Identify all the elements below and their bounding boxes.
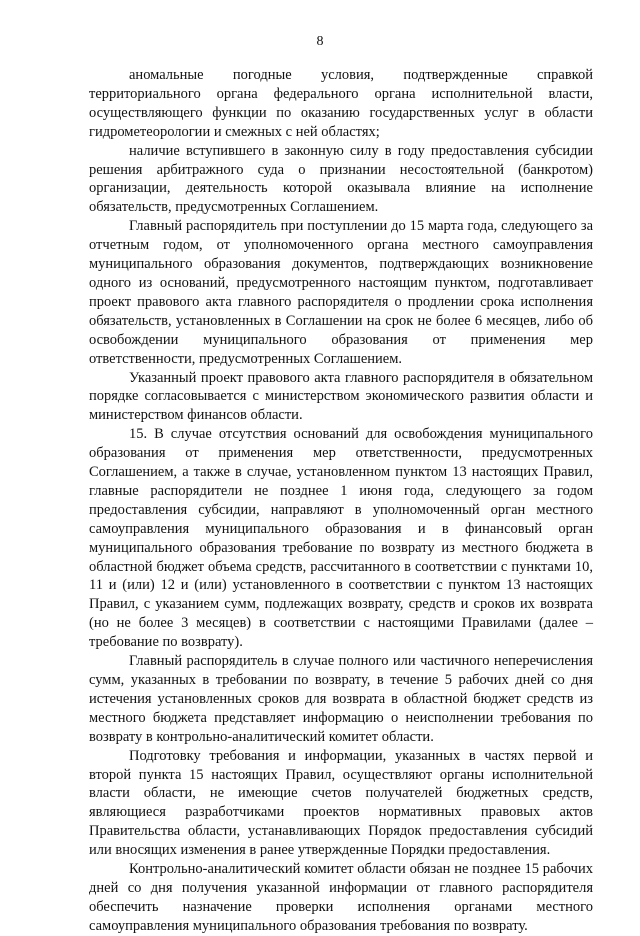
paragraph-weather-conditions: аномальные погодные условия, подтвержденные справкой территориального органа федерального органа исполнительной власти, осуществляющего функции по оказанию государственных услуг в области гидрометеорологии и смежных с ней областях; [89,67,593,140]
paragraph-preparation: Подготовку требования и информации, указанных в частях первой и второй пункта 15 настоящих Правил, осуществляют органы исполнительной власти области, не имеющие счетов получателей бюджетных средств, являющиеся разработчиками проектов нормативных правовых актов Правительства области, устанавливающих Порядок предоставления субсидий или вносящих изменения в ранее утвержденные Порядки предоставления. [89,747,593,859]
document-body [89,66,593,936]
paragraph-draft-approval: Указанный проект правового акта главного распорядителя в обязательном порядке согласовывается с министерством экономического развития области и министерством финансов области. [89,369,593,424]
page-number: 8 [316,34,324,49]
paragraph-non-transfer: Главный распорядитель в случае полного или частичного неперечисления сумм, указанных в требовании по возврату, в течение 5 рабочих дней со дня истечения установленных сроков для возврата в областной бюджет средств из местного бюджета представляет информацию о неисполнении требования по возврату в контрольно-аналитический комитет области. [89,653,593,745]
paragraph-control-committee: Контрольно-аналитический комитет области обязан не позднее 15 рабочих дней со дня получения указанной информации от главного распорядителя обеспечить назначение проверки исполнения органами местного самоуправления муниципального образования требования по возврату. [89,861,593,934]
paragraph-item-15: 15. В случае отсутствия оснований для освобождения муниципального образования от применения мер ответственности, предусмотренных Соглашением, а также в случае, установленном пунктом 13 настоящих Правил, главные распорядители не позднее 1 июня года, следующего за годом предоставления субсидии, направляют в уполномоченный орган местного самоуправления муниципального образования и в финансовый орган муниципального образования требование по возврату из местного бюджета в областной бюджет объема средств, рассчитанного в соответствии с пунктами 10, 11 и (или) 12 и (или) установленного в соответствии с пунктом 13 настоящих Правил, с указанием сумм, подлежащих возврату, средств и сроков их возврата (но не более 3 месяцев) в соответствии с настоящими Правилами (далее – требование по возврату). [89,426,593,651]
paragraph-arbitration-decision: наличие вступившего в законную силу в году предоставления субсидии решения арбитражного суда о признании несостоятельной (банкротом) организации, деятельность которой оказывала влияние на исполнение обязательств, предусмотренных Соглашением. [89,142,593,216]
paragraph-chief-manager-draft: Главный распорядитель при поступлении до 15 марта года, следующего за отчетным годом, от уполномоченного органа местного самоуправления муниципального образования документов, подтверждающих возникновение одного из оснований, предусмотренного настоящим пунктом, подготавливает проект правового акта главного распорядителя о продлении срока исполнения обязательств, установленных в Соглашении на срок не более 6 месяцев, либо об освобождении муниципального образования от применения мер ответственности, предусмотренных Соглашением. [89,218,593,367]
